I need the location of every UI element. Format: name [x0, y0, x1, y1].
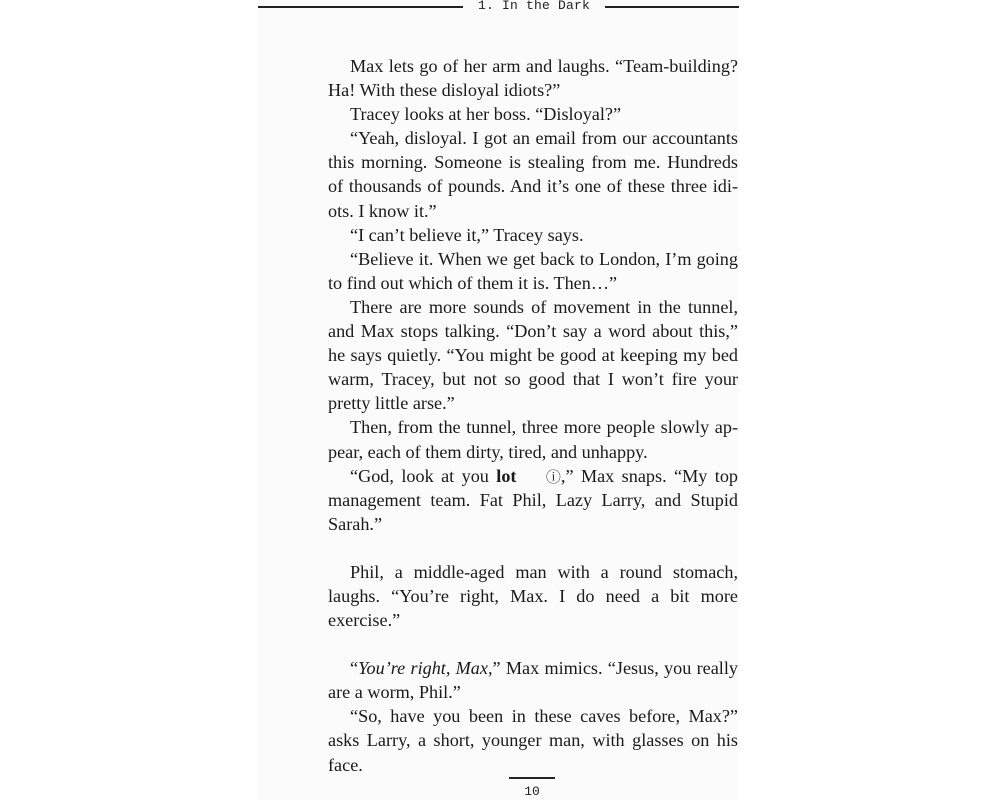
story-text [328, 54, 738, 777]
paragraph: Max lets go of her arm and laughs. “Team-building? Ha! With these disloyal idiots?” [328, 56, 738, 101]
header-rule-right [605, 6, 739, 8]
paragraph-text: ,” Max snaps. “My top management team. Fat Phil, Lazy Larry, and Stupid Sarah.” [328, 465, 739, 534]
footer-rule [509, 777, 555, 779]
paragraph: “I can’t believe it,” Tracey says. [350, 224, 584, 245]
paragraph: Tracey looks at her boss. “Disloyal?” [350, 104, 622, 125]
paragraph: Then, from the tunnel, three more people slowly appear, each of them dirty, tired, and unhappy. [328, 417, 738, 462]
paragraph: Phil, a middle-aged man with a round stomach, laughs. “You’re right, Max. I do need a bit more exercise.” [328, 561, 738, 631]
vocabulary-word[interactable]: lot [496, 465, 517, 486]
paragraph: “So, have you been in these caves before, Max?” asks Larry, a short, younger man, with glasses on his face. [328, 706, 738, 775]
paragraph [328, 464, 738, 536]
info-icon[interactable]: ⓘ [545, 467, 561, 486]
chapter-title: 1. In the Dark [477, 0, 591, 13]
paragraph: There are more sounds of movement in the tunnel, and Max stops talking. “Don’t say a word about this,” he says quietly. “You might be good at keeping my bed warm, Tracey, but not so good that I won’t fire your pretty little arse.” [328, 296, 738, 414]
paragraph-text: “God, look at you [350, 465, 497, 486]
header-rule-left [258, 6, 463, 8]
paragraph-text: ” Max mimics. “Jesus, you really are a worm, Phil.” [328, 658, 738, 703]
paragraph: “Believe it. When we get back to London, I’m going to find out which of them it is. Then…” [328, 248, 738, 293]
paragraph: “Yeah, disloyal. I got an email from our accountants this morning. Someone is stealing from me. Hundreds of thousands of pounds. And it’s one of these three idiots. I know it.” [328, 128, 738, 221]
running-header [258, 0, 739, 16]
page-number: 10 [524, 784, 540, 799]
italic-text: You’re right, Max, [358, 658, 493, 679]
paragraph [328, 656, 738, 704]
quote-mark: “ [350, 658, 359, 679]
